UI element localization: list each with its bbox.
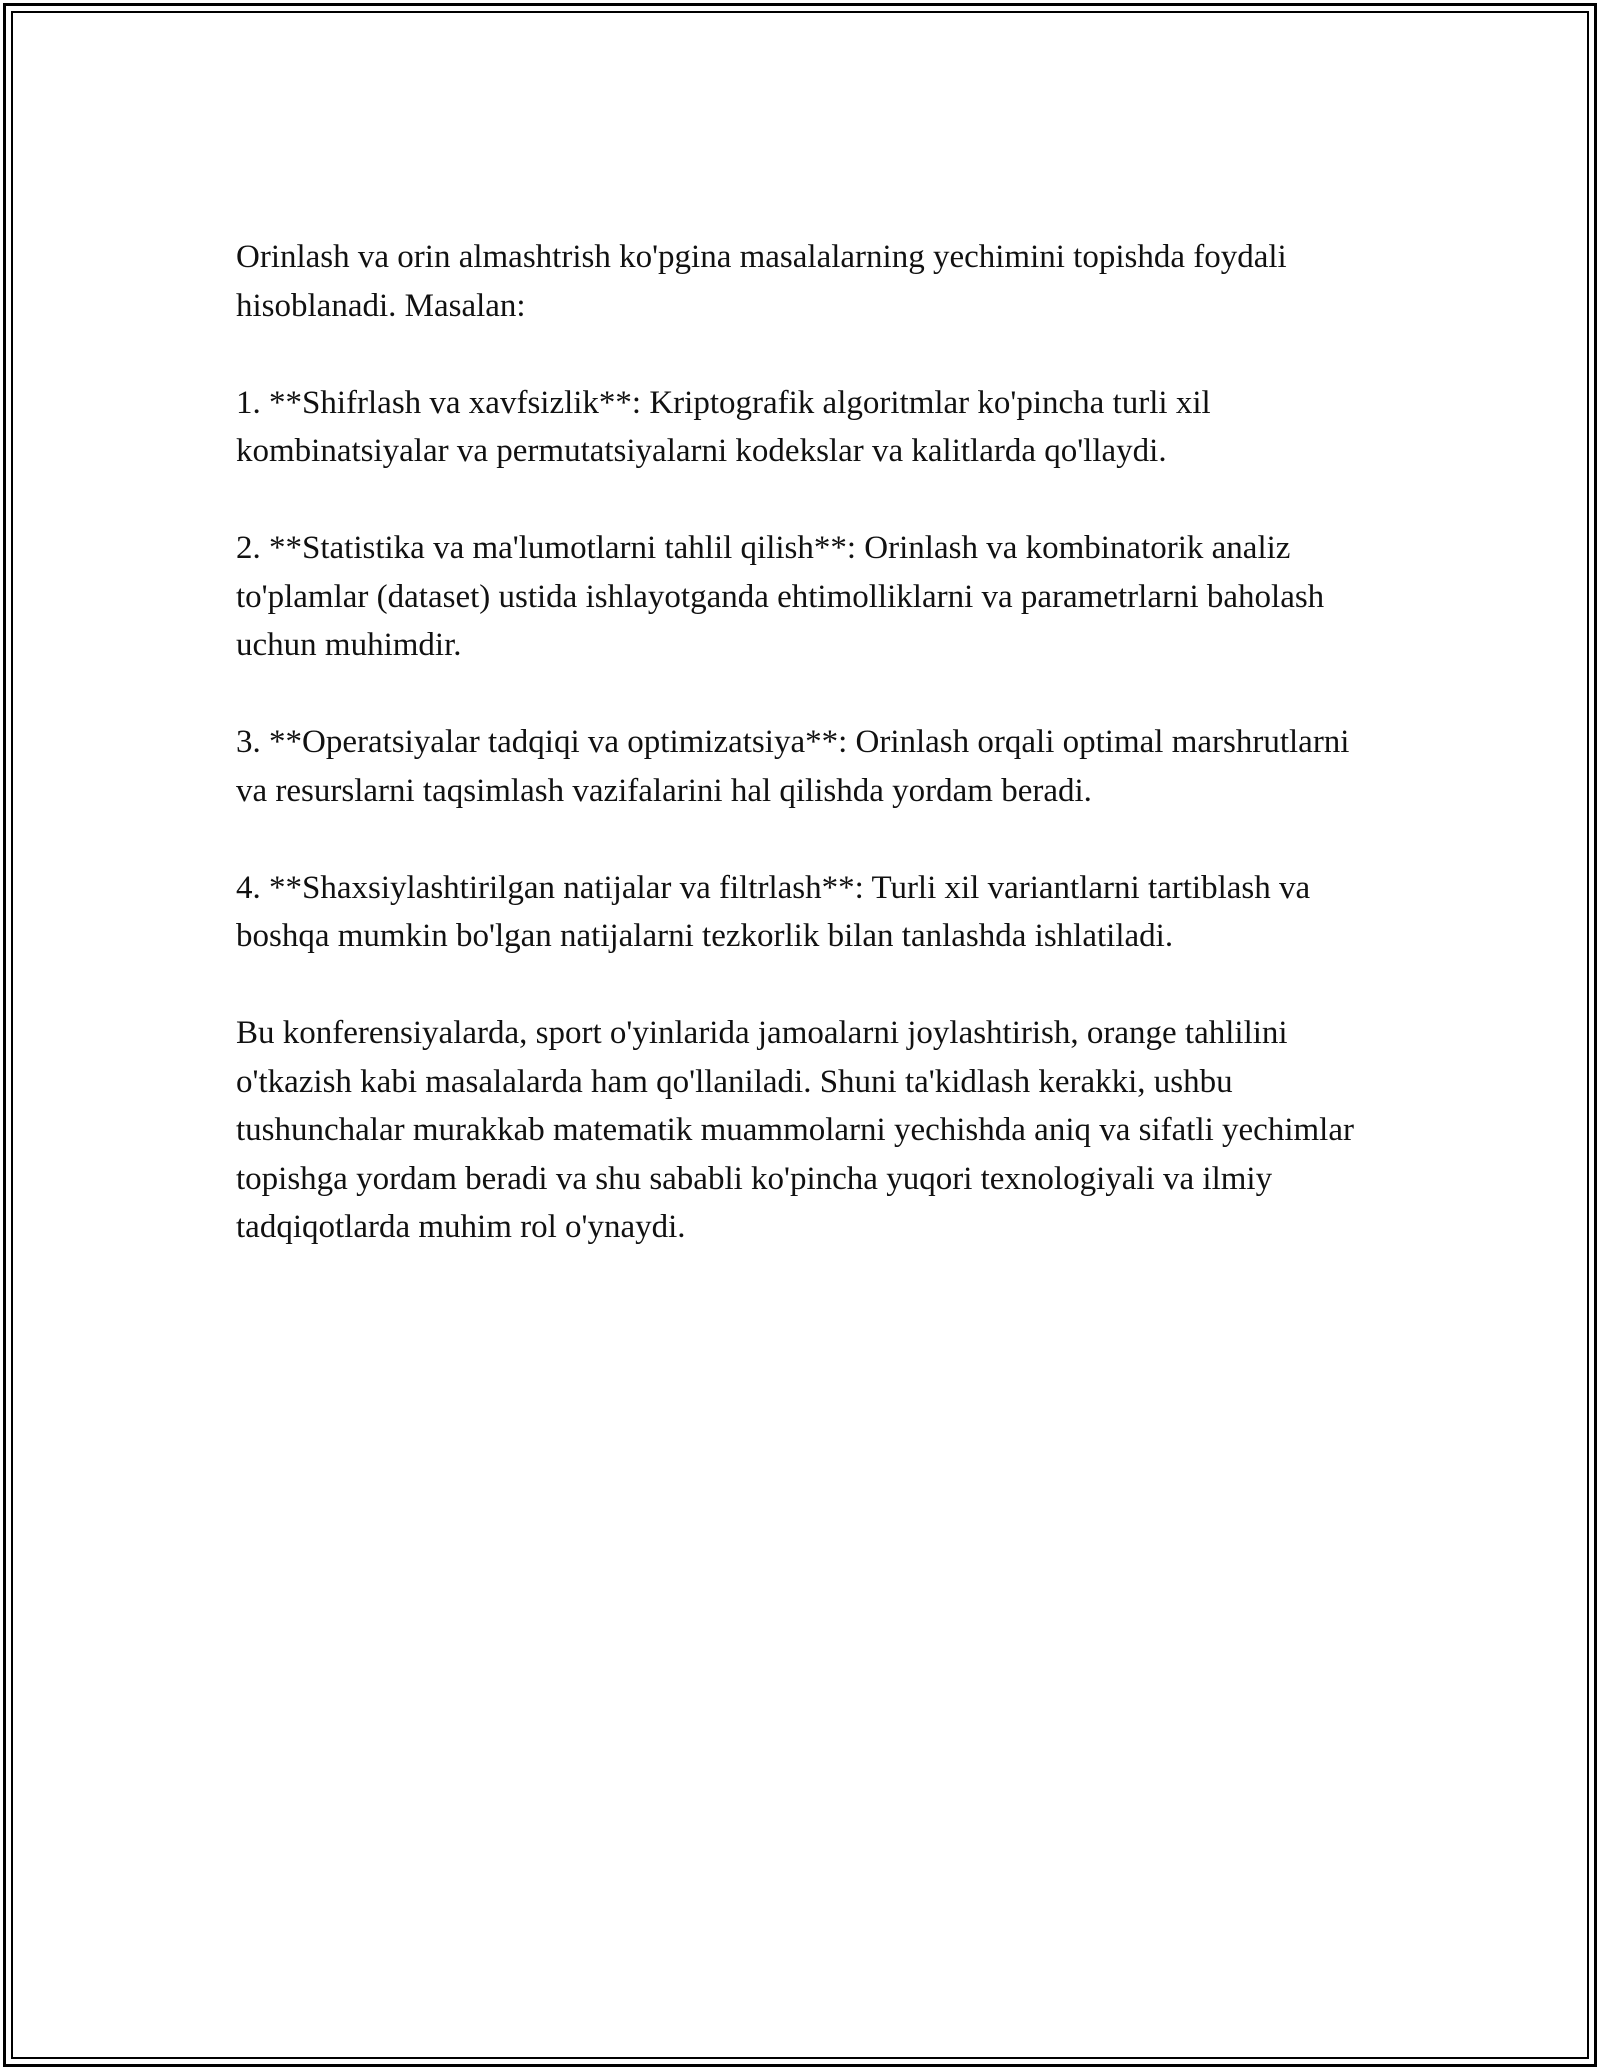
list-item-4: 4. **Shaxsiylashtirilgan natijalar va filtrlash**: Turli xil variantlarni tartiblash va boshqa mumkin bo'lgan natijalarni tezkorlik bilan tanlashda ishlatiladi. [236, 869, 1311, 954]
list-item-2: 2. **Statistika va ma'lumotlarni tahlil qilish**: Orinlash va kombinatorik analiz to'plamlar (dataset) ustida ishlayotganda ehtimolliklarni va parametrlarni baholash uchun muhimdir. [236, 530, 1325, 663]
document-body [236, 233, 1366, 1300]
intro-paragraph: Orinlash va orin almashtrish ko'pgina masalalarning yechimini topishda foydali hisoblanadi. Masalan: [236, 239, 1287, 324]
list-item-3: 3. **Operatsiyalar tadqiqi va optimizatsiya**: Orinlash orqali optimal marshrutlarni va resurslarni taqsimlash vazifalarini hal qilishda yordam beradi. [236, 724, 1350, 809]
conclusion-paragraph: Bu konferensiyalarda, sport o'yinlarida jamoalarni joylashtirish, orange tahlilini o'tkazish kabi masalalarda ham qo'llaniladi. Shuni ta'kidlash kerakki, ushbu tushunchalar murakkab matematik muammolarni yechishda aniq va sifatli yechimlar topishga yordam beradi va shu sababli ko'pincha yuqori texnologiyali va ilmiy tadqiqotlarda muhim rol o'ynaydi. [236, 1015, 1354, 1245]
list-item-1: 1. **Shifrlash va xavfsizlik**: Kriptografik algoritmlar ko'pincha turli xil kombinatsiyalar va permutatsiyalarni kodekslar va kalitlarda qo'llaydi. [236, 384, 1211, 469]
